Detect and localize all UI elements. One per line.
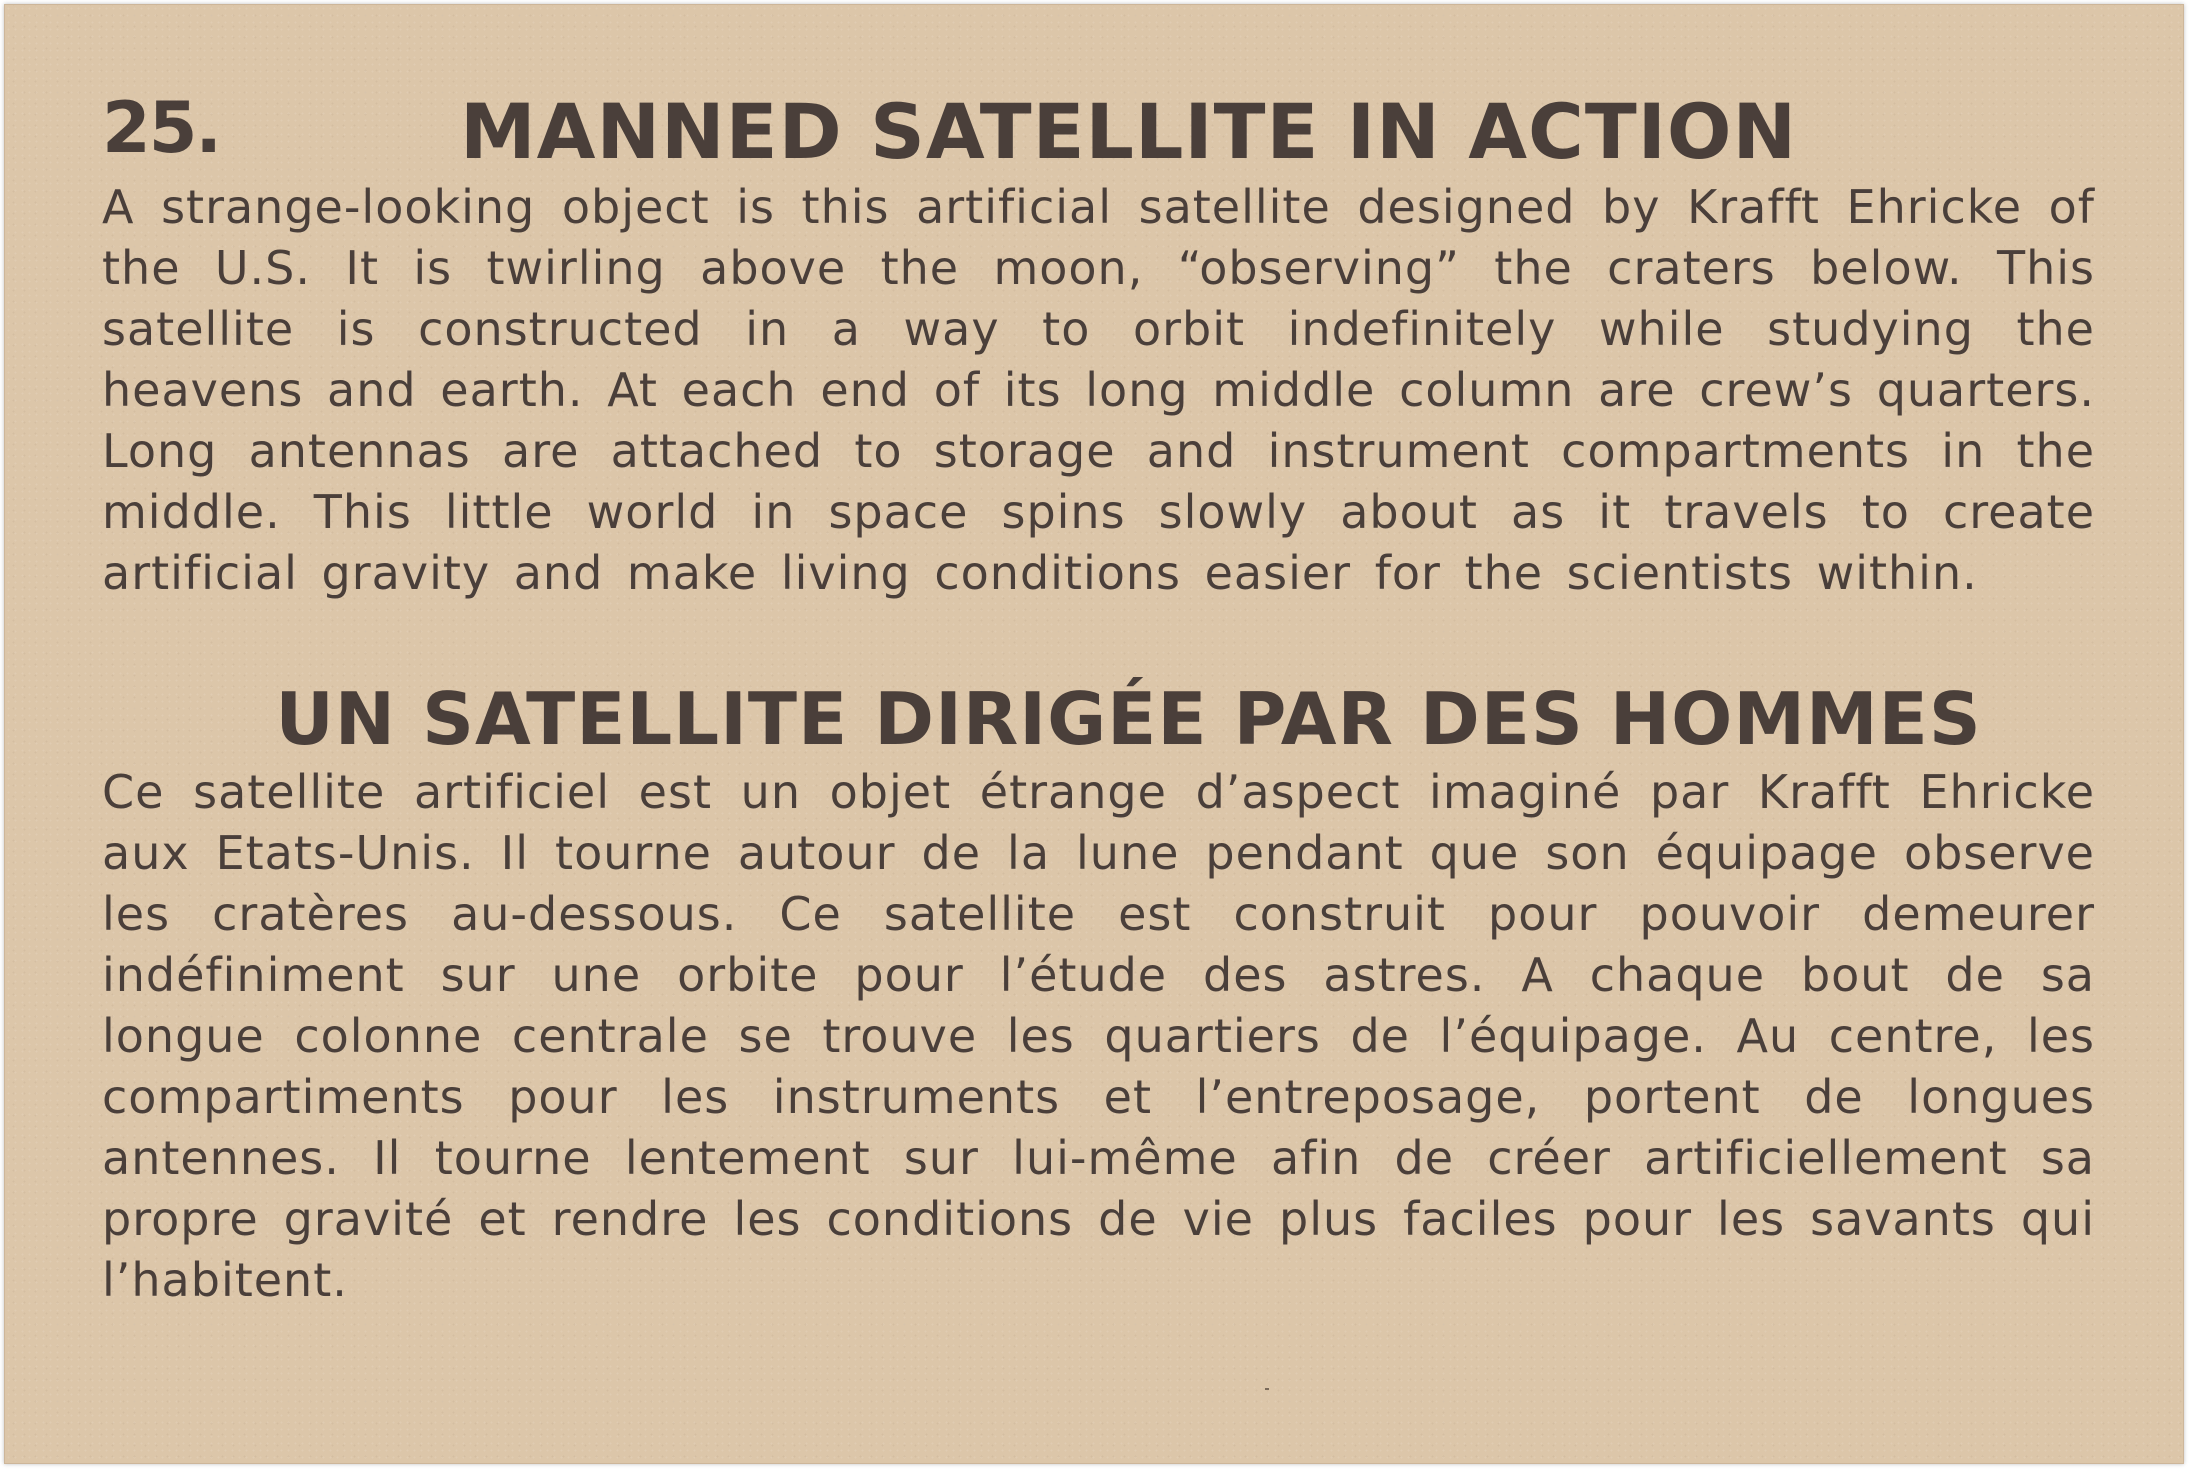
card-number: 25. (102, 87, 221, 169)
french-title: UN SATELLITE DIRIGÉE PAR DES HOMMES (275, 677, 1982, 761)
french-description: Ce satellite artificiel est un objet étrange d’aspect imaginé par Krafft Ehricke aux Etats-Unis. Il tourne autour de la lune pendant que son équipage observe les cratères au-dessous. Ce satellite est construit pour pouvoir demeurer indéfiniment sur une orbite pour l’étude des astres. A chaque bout de sa longue colonne centrale se trouve les quartiers de l’équipage. Au centre, les compartiments pour les instruments et l’entreposage, portent de longues antennes. Il tourne lentement sur lui-même afin de créer artificiellement sa propre gravité et rendre les conditions de vie plus faciles pour les savants qui l’habitent. (102, 765, 2095, 1307)
english-description: A strange-looking object is this artificial satellite designed by Krafft Ehricke of the U.S. It is twirling above the moon, “observing” the craters below. This satellite is constructed in a way to orbit indefinitely while studying the heavens and earth. At each end of its long middle column are crew’s quarters. Long antennas are attached to storage and instrument compartments in the middle. This little world in space spins slowly about as it travels to create artificial gravity and make living conditions easier for the scientists within. (102, 180, 2095, 600)
english-title-row (102, 75, 2095, 175)
trading-card-back (4, 4, 2184, 1464)
print-speck (1265, 1388, 1269, 1390)
english-title: MANNED SATELLITE IN ACTION (460, 87, 1798, 176)
card-content (102, 75, 2095, 1311)
